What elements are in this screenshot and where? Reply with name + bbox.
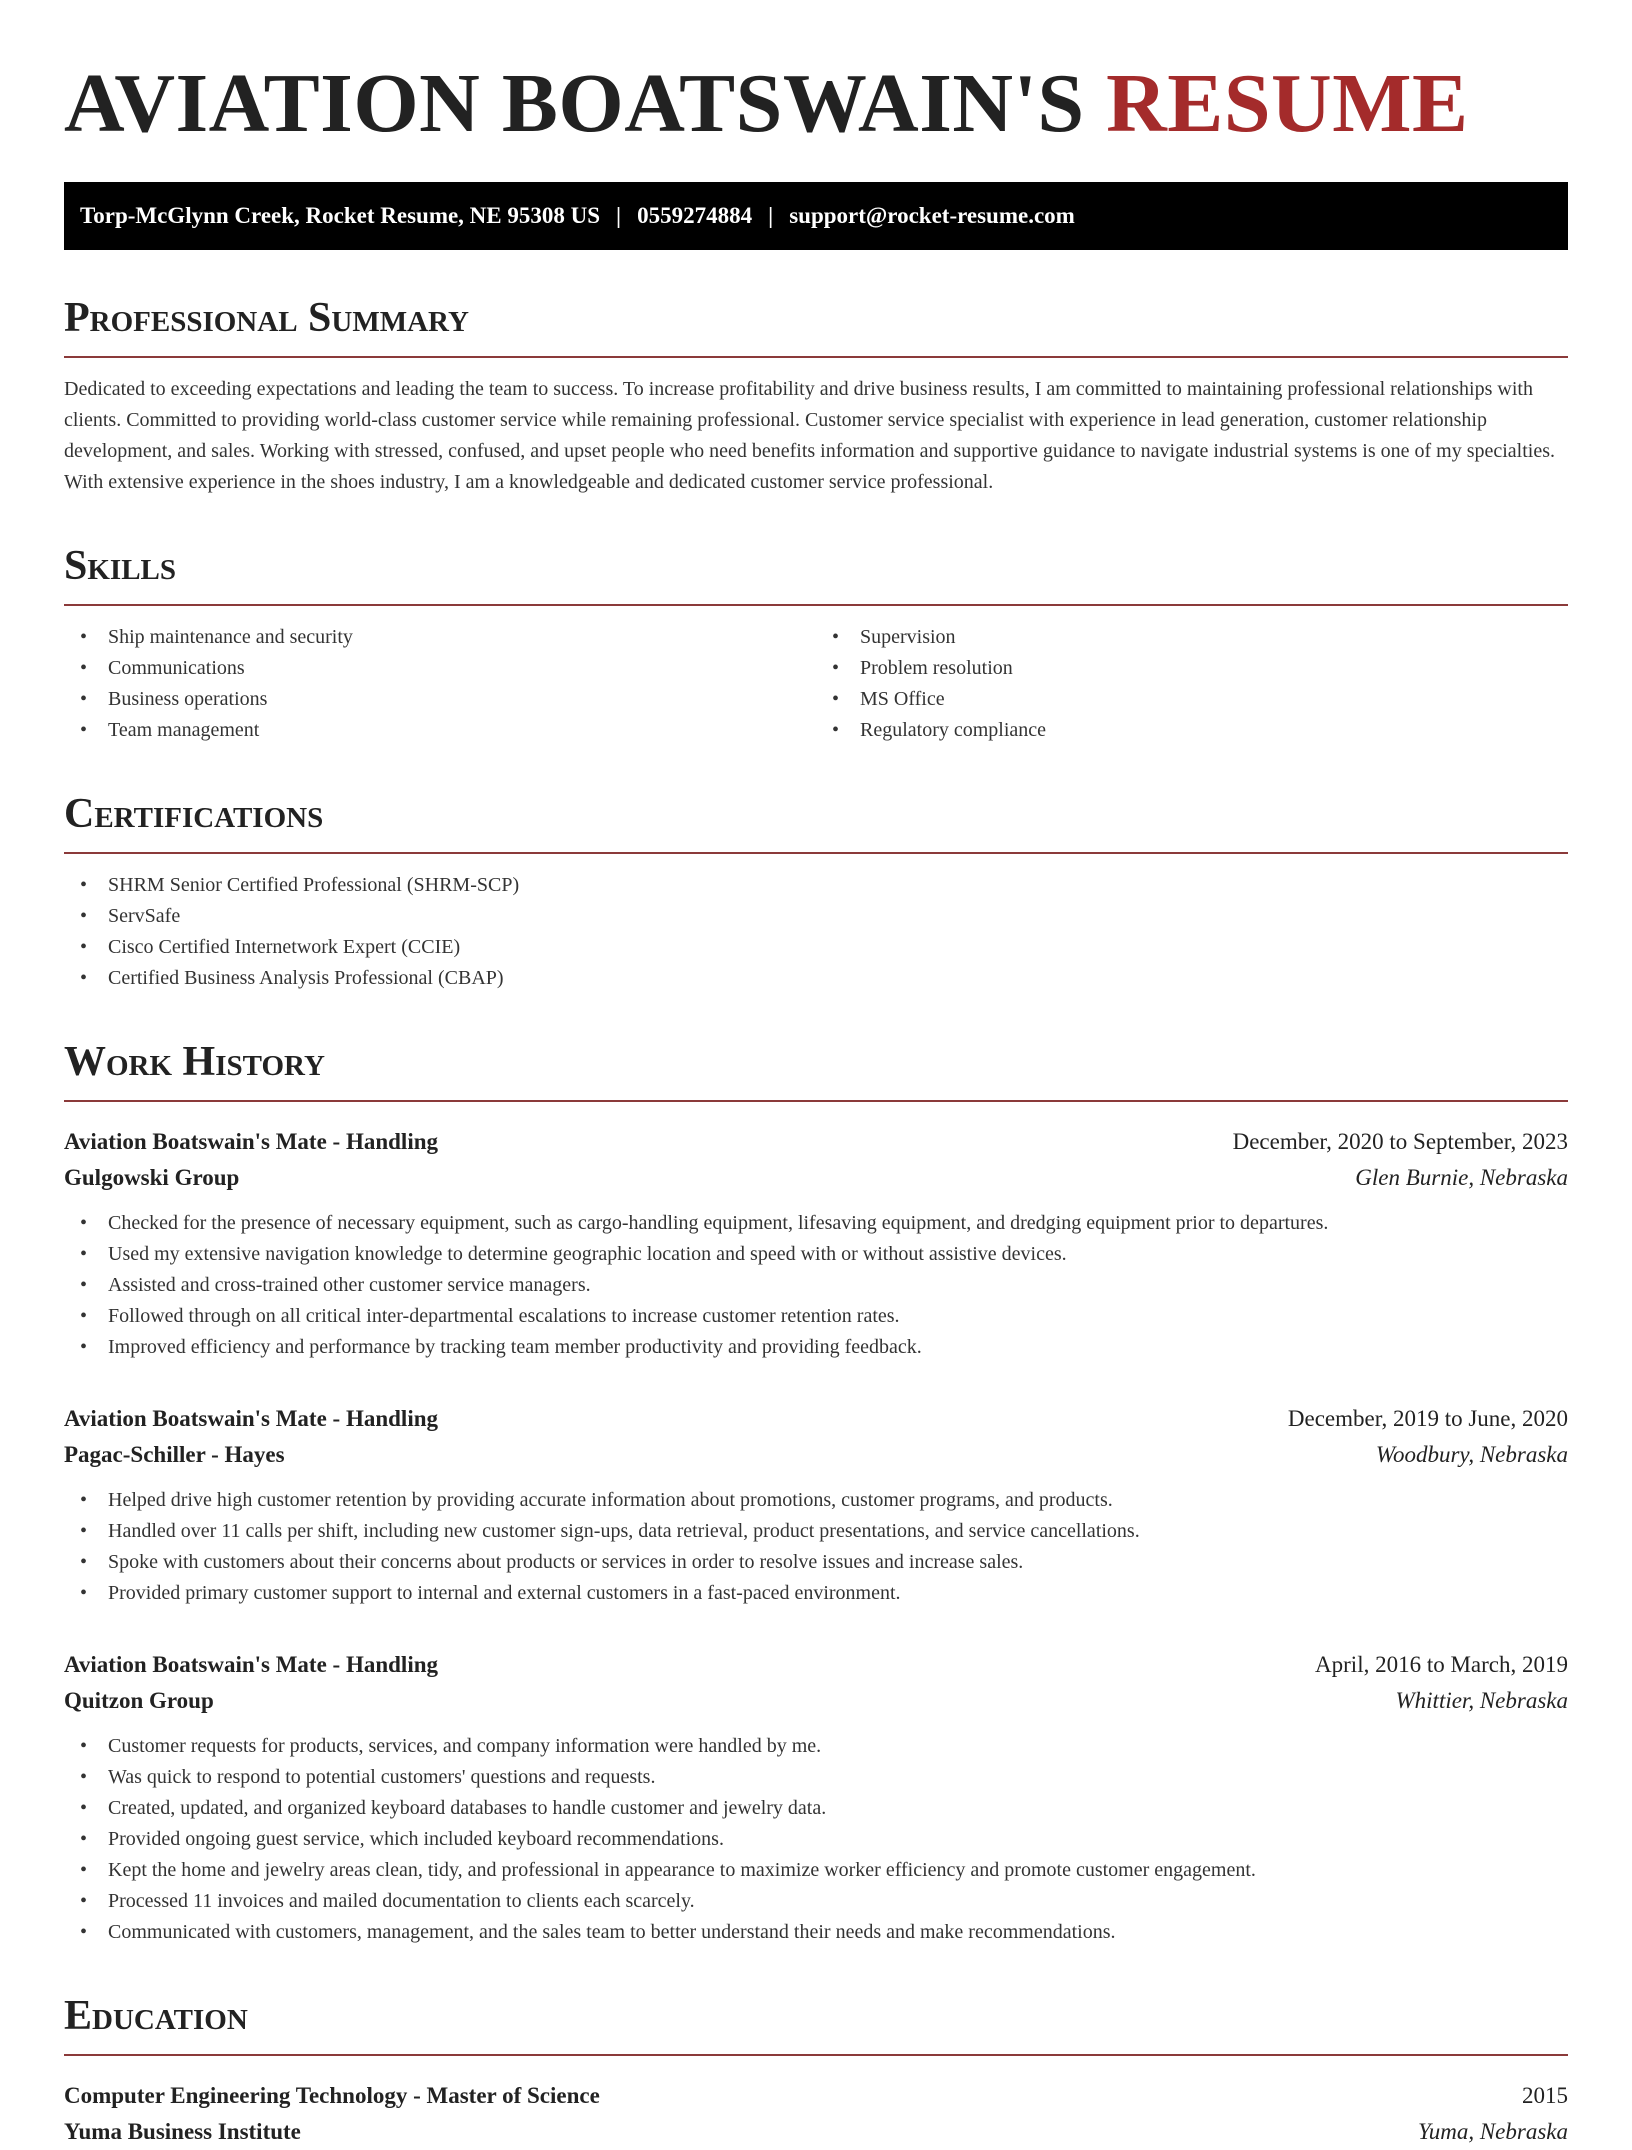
skill-item: • Team management bbox=[64, 715, 816, 746]
job-company-row bbox=[64, 1437, 1568, 1473]
summary-section bbox=[64, 294, 1568, 498]
job-company: Pagac-Schiller - Hayes bbox=[64, 1442, 285, 1467]
job-title-row bbox=[64, 1647, 1568, 1683]
job-duty-item: • Created, updated, and organized keyboard databases to handle customer and jewelry data. bbox=[64, 1793, 1568, 1824]
skill-item: • Ship maintenance and security bbox=[64, 622, 816, 653]
job-title: Aviation Boatswain's Mate - Handling bbox=[64, 1652, 438, 1677]
summary-heading: Professional Summary bbox=[64, 294, 1568, 358]
job-company: Quitzon Group bbox=[64, 1688, 214, 1713]
work-history-heading: Work History bbox=[64, 1038, 1568, 1102]
job-dates: December, 2020 to September, 2023 bbox=[1232, 1129, 1568, 1154]
certification-item: • ServSafe bbox=[64, 901, 1568, 932]
resume-title bbox=[64, 0, 1568, 150]
job-title-row bbox=[64, 1124, 1568, 1160]
job-duty-item: • Was quick to respond to potential customers' questions and requests. bbox=[64, 1762, 1568, 1793]
job-entry bbox=[64, 1401, 1568, 1609]
skills-section bbox=[64, 542, 1568, 746]
job-duties bbox=[64, 1208, 1568, 1363]
contact-separator: | bbox=[616, 203, 622, 228]
job-duty-item: • Followed through on all critical inter-departmental escalations to increase customer retention rates. bbox=[64, 1301, 1568, 1332]
skill-item: • Communications bbox=[64, 653, 816, 684]
job-duty-item: • Handled over 11 calls per shift, including new customer sign-ups, data retrieval, product presentations, and service cancellations. bbox=[64, 1516, 1568, 1547]
skill-item: • Problem resolution bbox=[816, 653, 1568, 684]
skills-grid bbox=[64, 606, 1568, 746]
job-duty-item: • Customer requests for products, services, and company information were handled by me. bbox=[64, 1731, 1568, 1762]
contact-phone[interactable]: 0559274884 bbox=[637, 203, 753, 228]
title-main: AVIATION BOATSWAIN'S bbox=[64, 57, 1085, 150]
work-history-section bbox=[64, 1038, 1568, 1948]
skills-heading: Skills bbox=[64, 542, 1568, 606]
job-entry bbox=[64, 1647, 1568, 1948]
education-school-row bbox=[64, 2114, 1568, 2150]
job-duty-item: • Kept the home and jewelry areas clean, tidy, and professional in appearance to maximize worker efficiency and promote customer engagement. bbox=[64, 1855, 1568, 1886]
job-location: Glen Burnie, Nebraska bbox=[1355, 1165, 1568, 1190]
job-duty-item: • Spoke with customers about their concerns about products or services in order to resolve issues and increase sales. bbox=[64, 1547, 1568, 1578]
job-duty-item: • Processed 11 invoices and mailed documentation to clients each scarcely. bbox=[64, 1886, 1568, 1917]
education-location: Yuma, Nebraska bbox=[1418, 2119, 1568, 2144]
education-heading: Education bbox=[64, 1992, 1568, 2056]
job-duty-item: • Provided primary customer support to internal and external customers in a fast-paced environment. bbox=[64, 1578, 1568, 1609]
job-duty-item: • Improved efficiency and performance by tracking team member productivity and providing feedback. bbox=[64, 1332, 1568, 1363]
education-section bbox=[64, 1992, 1568, 2150]
certification-item: • Cisco Certified Internetwork Expert (CCIE) bbox=[64, 932, 1568, 963]
job-company: Gulgowski Group bbox=[64, 1165, 240, 1190]
skills-list-left bbox=[64, 622, 816, 746]
job-duty-item: • Checked for the presence of necessary equipment, such as cargo-handling equipment, lifesaving equipment, and dredging equipment prior to departures. bbox=[64, 1208, 1568, 1239]
summary-text: Dedicated to exceeding expectations and leading the team to success. To increase profitability and drive business results, I am committed to maintaining professional relationships with clients. Committed to providing world-class customer service while remaining professional. Customer service specialist with experience in lead generation, customer relationship development, and sales. Working with stressed, confused, and upset people who need benefits information and supportive guidance to navigate industrial systems is one of my specialties. With extensive experience in the shoes industry, I am a knowledgeable and dedicated customer service professional. bbox=[64, 378, 1556, 493]
skill-item: • Regulatory compliance bbox=[816, 715, 1568, 746]
job-entry bbox=[64, 1124, 1568, 1363]
job-company-row bbox=[64, 1160, 1568, 1196]
certifications-heading: Certifications bbox=[64, 790, 1568, 854]
job-dates: December, 2019 to June, 2020 bbox=[1287, 1406, 1568, 1431]
title-accent: RESUME bbox=[1106, 57, 1469, 150]
job-duty-item: • Assisted and cross-trained other customer service managers. bbox=[64, 1270, 1568, 1301]
skills-list-right bbox=[816, 622, 1568, 746]
contact-address: Torp-McGlynn Creek, Rocket Resume, NE 95308 US bbox=[80, 203, 601, 228]
certification-item: • Certified Business Analysis Professional (CBAP) bbox=[64, 963, 1568, 994]
education-year: 2015 bbox=[1522, 2083, 1568, 2108]
job-duty-item: • Helped drive high customer retention by providing accurate information about promotions, customer programs, and products. bbox=[64, 1485, 1568, 1516]
job-dates: April, 2016 to March, 2019 bbox=[1315, 1652, 1568, 1677]
skill-item: • MS Office bbox=[816, 684, 1568, 715]
job-title: Aviation Boatswain's Mate - Handling bbox=[64, 1129, 438, 1154]
job-location: Whittier, Nebraska bbox=[1395, 1688, 1568, 1713]
education-school: Yuma Business Institute bbox=[64, 2119, 301, 2144]
job-title: Aviation Boatswain's Mate - Handling bbox=[64, 1406, 438, 1431]
job-duties bbox=[64, 1731, 1568, 1948]
education-entry bbox=[64, 2078, 1568, 2150]
education-degree-row bbox=[64, 2078, 1568, 2114]
job-title-row bbox=[64, 1401, 1568, 1437]
skill-item: • Supervision bbox=[816, 622, 1568, 653]
certifications-list bbox=[64, 870, 1568, 994]
job-duties bbox=[64, 1485, 1568, 1609]
certification-item: • SHRM Senior Certified Professional (SHRM-SCP) bbox=[64, 870, 1568, 901]
job-company-row bbox=[64, 1683, 1568, 1719]
job-duty-item: • Used my extensive navigation knowledge to determine geographic location and speed with or without assistive devices. bbox=[64, 1239, 1568, 1270]
certifications-section bbox=[64, 790, 1568, 994]
job-location: Woodbury, Nebraska bbox=[1375, 1442, 1568, 1467]
contact-separator: | bbox=[768, 203, 774, 228]
job-duty-item: • Provided ongoing guest service, which included keyboard recommendations. bbox=[64, 1824, 1568, 1855]
job-duty-item: • Communicated with customers, management, and the sales team to better understand their needs and make recommendations. bbox=[64, 1917, 1568, 1948]
contact-bar bbox=[64, 182, 1568, 250]
education-degree: Computer Engineering Technology - Master of Science bbox=[64, 2083, 600, 2108]
contact-email[interactable]: support@rocket-resume.com bbox=[789, 203, 1075, 228]
skill-item: • Business operations bbox=[64, 684, 816, 715]
